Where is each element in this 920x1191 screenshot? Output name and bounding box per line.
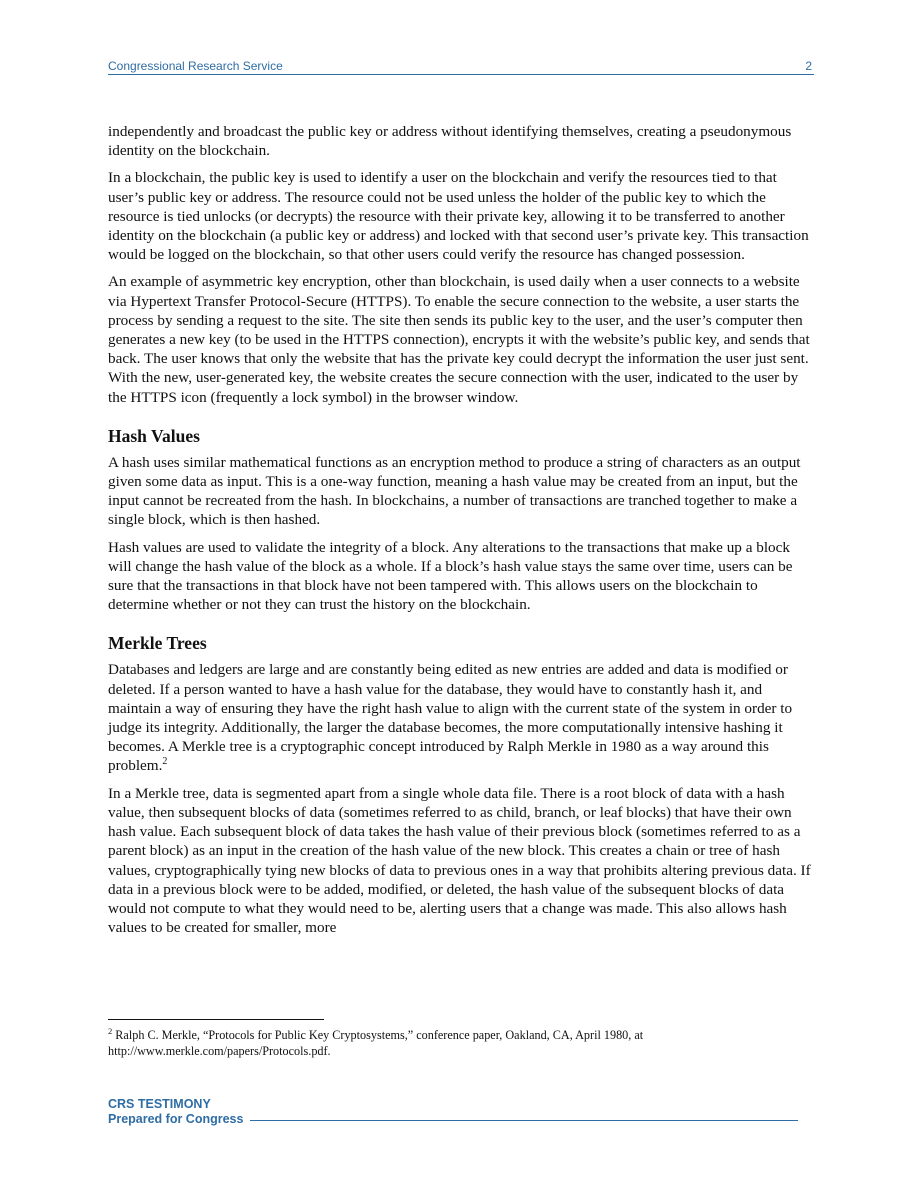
paragraph-public-key: In a blockchain, the public key is used to identify a user on the blockchain and verify the resources tied to that user’s public key or address. The resource could not be used unless the holder of the public key to which the resource is tied unlocks (or decrypts) the resource with their private key, allowing it to be transferred to another identity on the blockchain (a public key or address) and locked with that second user’s private key. This transaction would be logged on the blockchain, so that other users could verify the resource has changed possession. [108,169,809,264]
footer-prepared-for-congress: Prepared for Congress [108,1112,247,1126]
paragraph-merkle-structure: In a Merkle tree, data is segmented apart from a single whole data file. There is a root block of data with a hash value, then subsequent blocks of data (sometimes referred to as child, branch, or leaf blocks) that have their own hash value. Each subsequent block of data takes the hash value of their previous block (sometimes referred to as a parent block) as an input in the creation of the hash value of the new block. This creates a chain or tree of hash values, cryptographically tying new blocks of data to previous ones in a way that prohibits altering previous data. If data in a previous block were to be added, modified, or deleted, the hash value of the subsequent blocks of data would not compute to what they would need to be, alerting users that a change was made. This also allows hash values to be created for smaller, more [108,784,811,937]
paragraph-hash-integrity: Hash values are used to validate the integrity of a block. Any alterations to the transactions that make up a block will change the hash value of the block as a whole. If a block’s hash value stays the same over time, users can be sure that the transactions in that block have not been tampered with. This allows users on the blockchain to determine whether or not they can trust the history on the blockchain. [108,538,793,614]
paragraph-continuation: independently and broadcast the public key or address without identifying themselves, creating a pseudonymous identity on the blockchain. [108,123,792,160]
page-footer [108,1097,798,1131]
footnote-number: 2 [108,1025,113,1036]
footnote-separator [108,1019,324,1020]
paragraph-hash-definition: A hash uses similar mathematical functions as an encryption method to produce a string of characters as an output given some data as input. This is a one-way function, meaning a hash value may be created from an input, but the input cannot be recreated from the hash. In blockchains, a number of transactions are tranched together to make a single block, which is then hashed. [108,453,801,529]
heading-hash-values: Hash Values [108,425,200,446]
merkle-intro-text: Databases and ledgers are large and are constantly being edited as new entries are added and data is modified or deleted. If a person wanted to have a hash value for the database, they would have to constantly hash it, and maintain a way of ensuring they have the right hash value to align with the current state of the system in order to judge its integrity. Additionally, the larger the database becomes, the more computationally intensive hashing it becomes. A Merkle tree is a cryptographic concept introduced by Ralph Merkle in 1980 as a way around this problem. [108,661,793,775]
footnote-text: Ralph C. Merkle, “Protocols for Public Key Cryptosystems,” conference paper, Oakland, CA, April 1980, at http://www.merkle.com/papers/Protocols.pdf. [108,1028,644,1058]
footer-prepared-row [108,1112,798,1128]
running-header [108,58,814,75]
footnote-reference[interactable]: 2 [162,756,168,768]
footnote [108,1027,814,1059]
footer-rule [250,1120,798,1121]
header-organization: Congressional Research Service [108,59,283,73]
page-number: 2 [805,59,812,73]
paragraph-https-example: An example of asymmetric key encryption, other than blockchain, is used daily when a user connects to a website via Hypertext Transfer Protocol-Secure (HTTPS). To enable the secure connection to the website, a user starts the process by sending a request to the site. The site then sends its public key to the user, and the user’s computer then generates a new key (to be used in the HTTPS connection), encrypts it with the website’s public key, and sends that back. The user knows that only the website that has the private key could decrypt the information the user just sent. With the new, user-generated key, the website creates the secure connection with the user, indicated to the user by the HTTPS icon (frequently a lock symbol) in the browser window. [108,273,810,406]
heading-merkle-trees: Merkle Trees [108,633,207,654]
footer-crs-testimony: CRS TESTIMONY [108,1097,211,1111]
body-text [108,122,814,945]
paragraph-merkle-intro [108,660,814,775]
